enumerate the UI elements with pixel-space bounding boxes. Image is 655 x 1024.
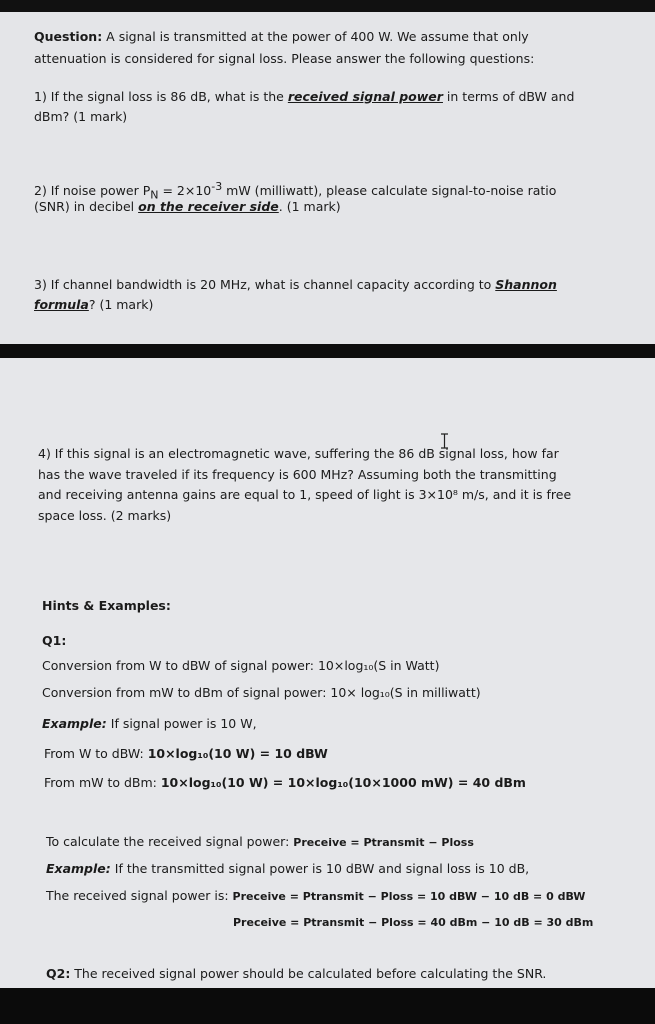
hint-mw-to-dbm: From mW to dBm: 10×log₁₀(10 W) = 10×log₁₀(10×1000 mW) = 40 dBm [44, 775, 526, 790]
question-line-2: attenuation is considered for signal loss. Please answer the following questions: [34, 51, 535, 66]
sheet-divider [0, 344, 655, 358]
q4-line-3: and receiving antenna gains are equal to 1, speed of light is 3×10⁸ m/s, and it is free [38, 487, 572, 502]
q1-line-1: 1) If the signal loss is 86 dB, what is the received signal power in terms of dBW and [34, 89, 575, 104]
hint-received-calc-1: The received signal power is: Preceive = Ptransmit − Ploss = 10 dBW − 10 dB = 0 dBW [46, 888, 586, 903]
q2-line-1: 2) If noise power $P_N = 2\times 10^{-3}$ mW (milliwatt), please calculate signal-to-noise ratio [34, 180, 557, 202]
bottom-edge [0, 988, 655, 1024]
hint-received-power: To calculate the received signal power: Preceive = Ptransmit − Ploss [46, 834, 474, 849]
question-line-1: Question: A signal is transmitted at the power of 400 W. We assume that only [34, 29, 529, 44]
q4-line-2: has the wave traveled if its frequency is 600 MHz? Assuming both the transmitting [38, 466, 557, 482]
q1-emphasis: received signal power [287, 89, 443, 104]
hint-q2: Q2: The received signal power should be calculated before calculating the SNR. [46, 966, 547, 981]
hint-conv-mw-dbm: Conversion from mW to dBm of signal power: 10× log₁₀(S in milliwatt) [42, 685, 481, 700]
hint-example-1: Example: If signal power is 10 W, [42, 716, 257, 731]
q3-emphasis-a: Shannon [495, 277, 557, 292]
q3-line-1: 3) If channel bandwidth is 20 MHz, what is channel capacity according to Shannon [34, 277, 557, 292]
hint-w-to-dbw: From W to dBW: 10×log₁₀(10 W) = 10 dBW [44, 746, 328, 761]
hint-conv-w-dbw: Conversion from W to dBW of signal power: 10×log₁₀(S in Watt) [42, 658, 440, 673]
q4-line-1: 4) If this signal is an electromagnetic wave, suffering the 86 dB signal loss, how far [38, 446, 559, 461]
hints-title: Hints & Examples: [42, 598, 171, 613]
q4-paragraph [38, 444, 638, 526]
hints-q1-label: Q1: [42, 633, 67, 648]
hint-received-calc-2: Preceive = Ptransmit − Ploss = 40 dBm − 10 dB = 30 dBm [233, 916, 594, 929]
q2-line-2: (SNR) in decibel on the receiver side. (1 mark) [34, 199, 341, 214]
q3-emphasis-b: formula [34, 297, 89, 312]
q2-emphasis: on the receiver side [138, 199, 279, 214]
q1-line-2: dBm? (1 mark) [34, 109, 128, 124]
hint-example-2: Example: If the transmitted signal power is 10 dBW and signal loss is 10 dB, [46, 861, 530, 876]
q4-line-4: space loss. (2 marks) [38, 507, 172, 523]
question-label: Question: [34, 29, 103, 44]
q3-line-2: formula? (1 mark) [34, 297, 154, 312]
